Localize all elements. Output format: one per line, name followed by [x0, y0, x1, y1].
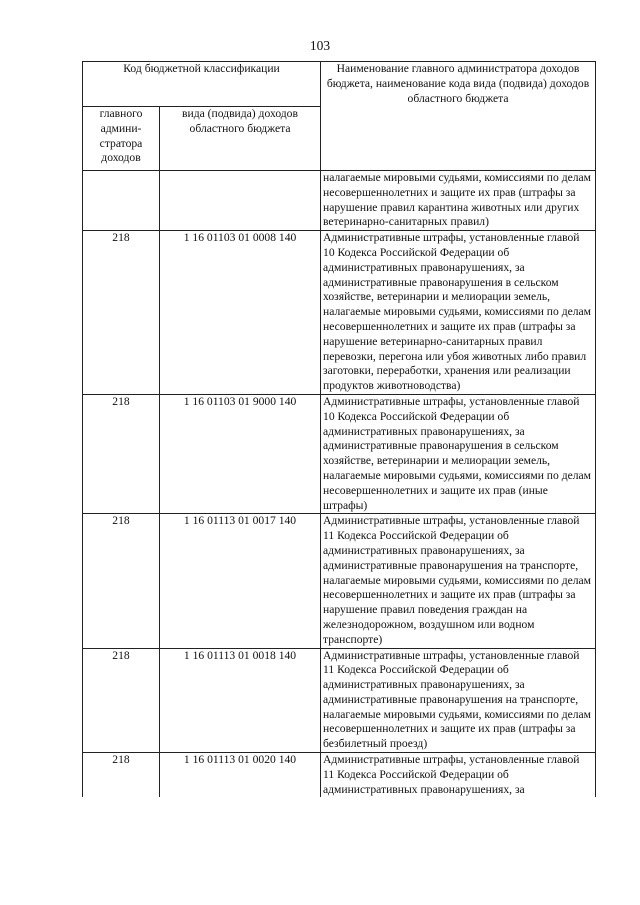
table-header-row — [83, 62, 596, 107]
admin-code-cell — [83, 171, 160, 231]
admin-column-header: главного админи-стратора доходов — [83, 107, 160, 171]
admin-code-cell: 218 — [83, 394, 160, 513]
table-row — [83, 514, 596, 648]
table-row — [83, 231, 596, 395]
budget-classification-table — [82, 61, 596, 797]
income-code-cell: 1 16 01103 01 9000 140 — [160, 394, 321, 513]
table-row — [83, 648, 596, 753]
admin-code-cell: 218 — [83, 514, 160, 648]
description-cell: Административные штрафы, установленные главой 10 Кодекса Российской Федерации об административных правонарушениях, за административные правонарушения в сельском хозяйстве, ветеринарии и мелиорации земель, налагаемые мировыми судьями, комиссиями по делам несовершеннолетних и защите их прав (штрафы за нарушение ветеринарно-санитарных правил перевозки, перегона или убоя животных либо правил заготовки, переработки, хранения или реализации продуктов животноводства) — [321, 231, 596, 395]
income-code-cell: 1 16 01113 01 0017 140 — [160, 514, 321, 648]
income-code-cell: 1 16 01113 01 0020 140 — [160, 753, 321, 798]
table-row — [83, 753, 596, 798]
budget-code-group-header: Код бюджетной классификации — [83, 62, 321, 107]
description-cell: Административные штрафы, установленные главой 11 Кодекса Российской Федерации об административных правонарушениях, за — [321, 753, 596, 798]
table-row — [83, 171, 596, 231]
admin-code-cell: 218 — [83, 648, 160, 753]
table-row — [83, 394, 596, 513]
description-cell: Административные штрафы, установленные главой 11 Кодекса Российской Федерации об административных правонарушениях, за административные правонарушения на транспорте, налагаемые мировыми судьями, комиссиями по делам несовершеннолетних и защите их прав (штрафы за нарушение правил поведения граждан на железнодорожном, воздушном или водном транспорте) — [321, 514, 596, 648]
description-cell: Административные штрафы, установленные главой 10 Кодекса Российской Федерации об административных правонарушениях, за административные правонарушения в сельском хозяйстве, ветеринарии и мелиорации земель, налагаемые мировыми судьями, комиссиями по делам несовершеннолетних и защите их прав (иные штрафы) — [321, 394, 596, 513]
description-cell: Административные штрафы, установленные главой 11 Кодекса Российской Федерации об административных правонарушениях, за административные правонарушения на транспорте, налагаемые мировыми судьями, комиссиями по делам несовершеннолетних и защите их прав (штрафы за безбилетный проезд) — [321, 648, 596, 753]
code-column-header: вида (подвида) доходов областного бюджета — [160, 107, 321, 171]
admin-code-cell: 218 — [83, 753, 160, 798]
name-column-header: Наименование главного администратора доходов бюджета, наименование кода вида (подвида) доходов областного бюджета — [321, 62, 596, 171]
page-number: 103 — [309, 38, 331, 53]
admin-code-cell: 218 — [83, 231, 160, 395]
income-code-cell — [160, 171, 321, 231]
income-code-cell: 1 16 01103 01 0008 140 — [160, 231, 321, 395]
income-code-cell: 1 16 01113 01 0018 140 — [160, 648, 321, 753]
description-cell: налагаемые мировыми судьями, комиссиями по делам несовершеннолетних и защите их прав (штрафы за нарушение правил карантина животных или других ветеринарно-санитарных правил) — [321, 171, 596, 231]
